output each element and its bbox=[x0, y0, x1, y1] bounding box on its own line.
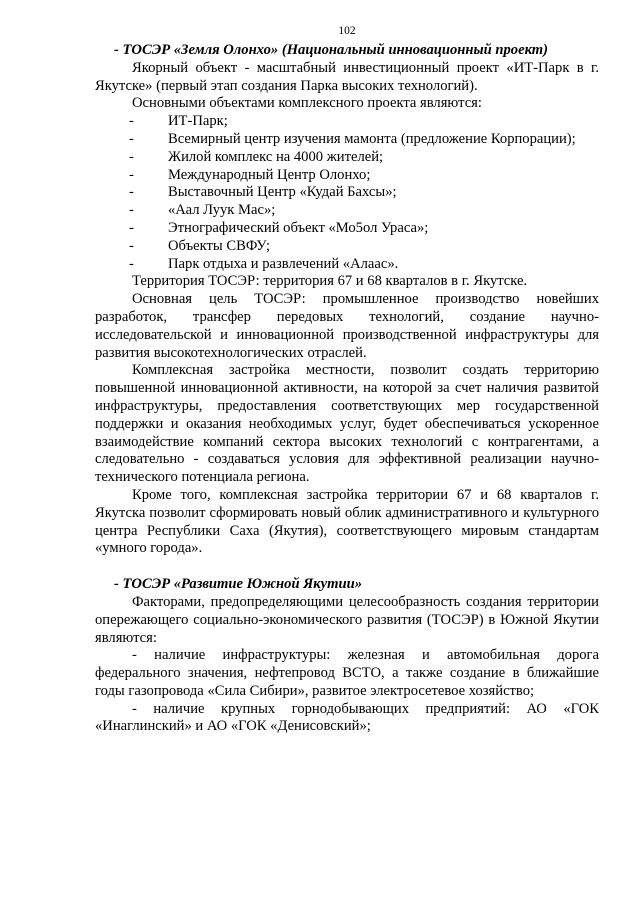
list-item bbox=[95, 184, 599, 202]
paragraph-complex-development: Комплексная застройка местности, позволит создать территорию повышенной инновационной активности, на которой за счет наличия развитой инфраструктуры, предоставления соответствующих мер государственной поддержки и оказания необходимых услуг, будет обеспечиваться ускоренное взаимодействие компаний сектора высоких технологий с контрагентами, а следовательно - создаваться условия для эффективной реализации научно-технического потенциала региона. bbox=[95, 362, 599, 486]
list-item-text: Парк отдыха и развлечений «Алаас». bbox=[168, 255, 399, 272]
paragraph-infrastructure: - наличие инфраструктуры: железная и автомобильная дорога федерального значения, нефтепровод ВСТО, а также создание в ближайшие годы газопровода «Сила Сибири», развитое электросетевое хозяйство; bbox=[95, 647, 599, 699]
paragraph-anchor-object: Якорный объект - масштабный инвестиционный проект «ИТ-Парк в г. Якутске» (первый этап создания Парка высоких технологий). bbox=[95, 59, 599, 94]
list-item bbox=[95, 113, 599, 131]
bullet-dash: - bbox=[129, 184, 134, 201]
bullet-dash: - bbox=[129, 113, 134, 130]
bullet-dash: - bbox=[129, 237, 134, 254]
list-item-text: Этнографический объект «Мо5ол Ураса»; bbox=[168, 219, 429, 236]
list-item bbox=[95, 131, 599, 149]
list-item bbox=[95, 256, 599, 274]
list-item-text: «Аал Луук Мас»; bbox=[168, 202, 276, 219]
list-item-text: Всемирный центр изучения мамонта (предложение Корпорации); bbox=[168, 130, 576, 147]
list-item bbox=[95, 149, 599, 167]
list-item bbox=[95, 220, 599, 238]
bullet-dash: - bbox=[129, 166, 134, 183]
page-number: 102 bbox=[338, 25, 356, 37]
document-page bbox=[95, 24, 599, 736]
main-objects-list bbox=[95, 113, 599, 273]
list-item-text: Объекты СВФУ; bbox=[168, 237, 271, 254]
paragraph-main-goal: Основная цель ТОСЭР: промышленное производство новейших разработок, трансфер передовых технологий, создание научно-исследовательской и инновационной производственной инфраструктуры для развития высокотехнологических отраслей. bbox=[95, 291, 599, 361]
list-item bbox=[95, 202, 599, 220]
list-item-text: Выставочный Центр «Кудай Бахсы»; bbox=[168, 184, 397, 201]
paragraph-smart-city: Кроме того, комплексная застройка территории 67 и 68 кварталов г. Якутска позволит сформировать новый облик административного и культурного центра Республики Саха (Якутия), соответствующего мировым стандартам «умного города». bbox=[95, 486, 599, 557]
bullet-dash: - bbox=[129, 148, 134, 165]
list-item-text: Международный Центр Олонхо; bbox=[168, 166, 371, 183]
section-spacer bbox=[95, 558, 599, 576]
paragraph-territory: Территория ТОСЭР: территория 67 и 68 кварталов в г. Якутске. bbox=[132, 273, 528, 290]
bullet-dash: - bbox=[129, 130, 134, 147]
paragraph-factors: Факторами, предопределяющими целесообразность создания территории опережающего социально-экономического развития (ТОСЭР) в Южной Якутии являются: bbox=[95, 593, 599, 646]
paragraph-mining-enterprises: - наличие крупных горнодобывающих предприятий: АО «ГОК «Инаглинский» и АО «ГОК «Денисовский»; bbox=[95, 700, 599, 735]
bullet-dash: - bbox=[129, 202, 134, 219]
paragraph-main-objects-intro: Основными объектами комплексного проекта являются: bbox=[132, 95, 482, 112]
bullet-dash: - bbox=[129, 255, 134, 272]
section-heading-olonkho: - ТОСЭР «Земля Олонхо» (Национальный инновационный проект) bbox=[114, 42, 548, 58]
list-item bbox=[95, 167, 599, 185]
list-item-text: ИТ-Парк; bbox=[168, 113, 228, 130]
list-item-text: Жилой комплекс на 4000 жителей; bbox=[168, 148, 384, 165]
section-heading-south-yakutia: - ТОСЭР «Развитие Южной Якутии» bbox=[114, 576, 363, 593]
list-item bbox=[95, 238, 599, 256]
bullet-dash: - bbox=[129, 219, 134, 236]
